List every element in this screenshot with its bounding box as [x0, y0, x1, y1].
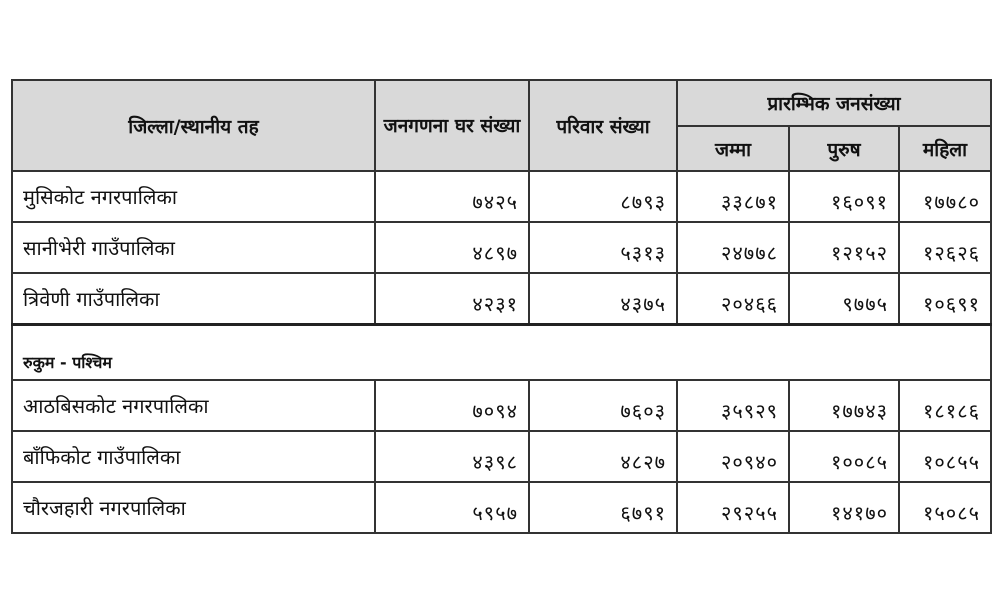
section-row: [12, 325, 991, 381]
row-female: १७७८०: [899, 171, 991, 222]
header-total: जम्मा: [677, 126, 789, 171]
row-total: २०४६६: [677, 273, 789, 325]
row-total: ३५९२९: [677, 380, 789, 431]
row-total: २४७७८: [677, 222, 789, 273]
row-families: ४३७५: [529, 273, 677, 325]
section-label: रुकुम - पश्चिम: [12, 325, 991, 381]
header-male: पुरुष: [789, 126, 899, 171]
row-households: ५९५७: [375, 482, 529, 533]
row-male: ९७७५: [789, 273, 899, 325]
row-name: बाँफिकोट गाउँपालिका: [12, 431, 375, 482]
header-female: महिला: [899, 126, 991, 171]
row-name: आठबिसकोट नगरपालिका: [12, 380, 375, 431]
header-families: परिवार संख्या: [529, 80, 677, 171]
row-male: १७७४३: [789, 380, 899, 431]
row-female: १२६२६: [899, 222, 991, 273]
row-name: त्रिवेणी गाउँपालिका: [12, 273, 375, 325]
row-families: ४८२७: [529, 431, 677, 482]
row-families: ७६०३: [529, 380, 677, 431]
row-male: १६०९१: [789, 171, 899, 222]
row-households: ४३९८: [375, 431, 529, 482]
table-row: [12, 273, 991, 325]
row-households: ४८९७: [375, 222, 529, 273]
row-name: चौरजहारी नगरपालिका: [12, 482, 375, 533]
row-male: १४१७०: [789, 482, 899, 533]
row-total: २०९४०: [677, 431, 789, 482]
row-name: मुसिकोट नगरपालिका: [12, 171, 375, 222]
row-families: ५३१३: [529, 222, 677, 273]
row-total: ३३८७१: [677, 171, 789, 222]
row-families: ८७९३: [529, 171, 677, 222]
row-households: ४२३१: [375, 273, 529, 325]
row-female: १८१८६: [899, 380, 991, 431]
row-female: १०६९१: [899, 273, 991, 325]
row-families: ६७९१: [529, 482, 677, 533]
table-row: [12, 171, 991, 222]
table-row: [12, 482, 991, 533]
header-population: प्रारम्भिक जनसंख्या: [677, 80, 991, 126]
row-households: ७०९४: [375, 380, 529, 431]
header-district: जिल्ला/स्थानीय तह: [12, 80, 375, 171]
row-households: ७४२५: [375, 171, 529, 222]
row-female: १०८५५: [899, 431, 991, 482]
table-row: [12, 431, 991, 482]
row-male: १२१५२: [789, 222, 899, 273]
row-name: सानीभेरी गाउँपालिका: [12, 222, 375, 273]
header-households: जनगणना घर संख्या: [375, 80, 529, 171]
row-total: २९२५५: [677, 482, 789, 533]
table-row: [12, 380, 991, 431]
row-male: १००८५: [789, 431, 899, 482]
row-female: १५०८५: [899, 482, 991, 533]
population-table: [11, 79, 992, 534]
table-row: [12, 222, 991, 273]
population-table-container: [11, 79, 990, 534]
